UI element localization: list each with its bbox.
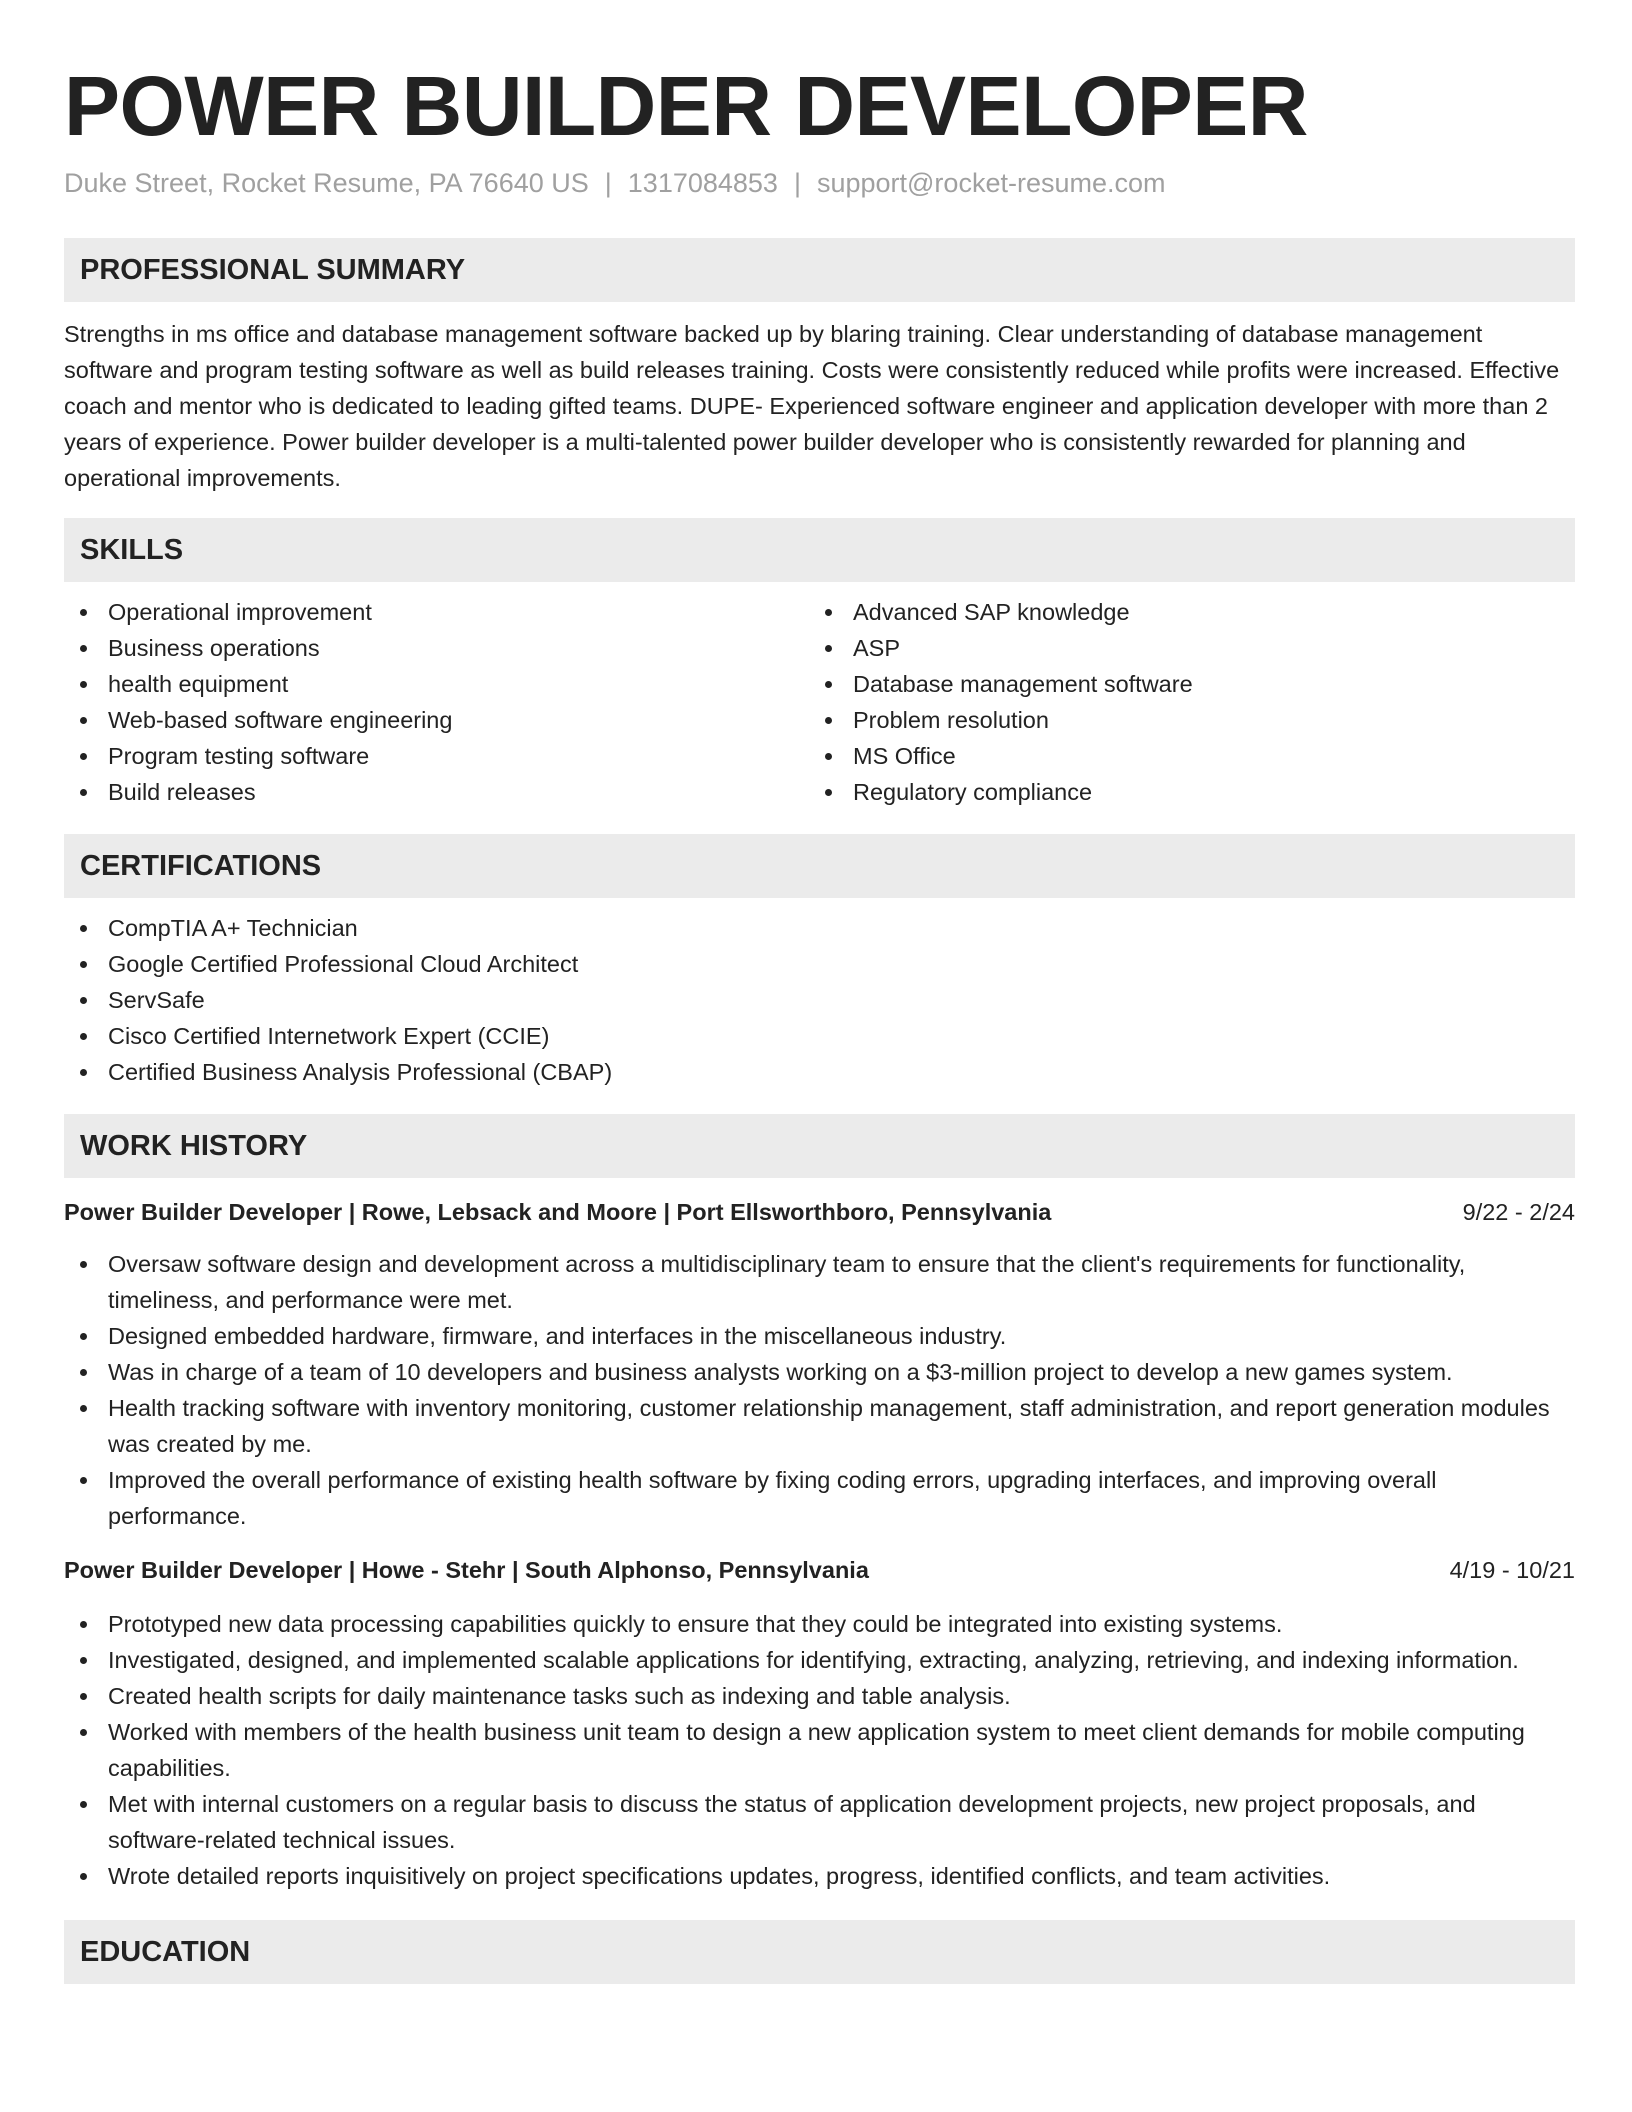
skill-item: Web-based software engineering [64, 702, 809, 738]
contact-email: support@rocket-resume.com [816, 168, 1166, 198]
summary-text: Strengths in ms office and database management software backed up by blaring training. Clear understanding of database management software and program testing software as well as build releases training. Costs were consistently reduced while profits were increased. Effective coach and mentor who is dedicated to leading gifted teams. DUPE- Experienced software engineer and application developer with more than 2 years of experience. Power builder developer is a multi-talented power builder developer who is consistently rewarded for planning and operational improvements. [64, 321, 1560, 491]
job-header [64, 1552, 1575, 1588]
skill-item: Advanced SAP knowledge [809, 594, 1554, 630]
job-bullet: Worked with members of the health business unit team to design a new application system to meet client demands for mobile computing capabilities. [64, 1714, 1575, 1786]
job-bullet: Wrote detailed reports inquisitively on project specifications updates, progress, identified conflicts, and team activities. [64, 1858, 1575, 1894]
job-entry [64, 1194, 1575, 1534]
job-title-line: Power Builder Developer | Rowe, Lebsack and Moore | Port Ellsworthboro, Pennsylvania [64, 1199, 1052, 1225]
skill-item: Regulatory compliance [809, 774, 1554, 810]
skill-item: MS Office [809, 738, 1554, 774]
skill-item: health equipment [64, 666, 809, 702]
contact-separator: | [604, 168, 612, 198]
job-dates: 4/19 - 10/21 [1449, 1557, 1575, 1583]
certification-item: ServSafe [64, 982, 1575, 1018]
job-title-line: Power Builder Developer | Howe - Stehr | South Alphonso, Pennsylvania [64, 1557, 869, 1583]
certification-item: Cisco Certified Internetwork Expert (CCIE) [64, 1018, 1575, 1054]
job-bullet-list [64, 1246, 1575, 1534]
skills-list [64, 594, 1575, 810]
summary-section-header: PROFESSIONAL SUMMARY [64, 238, 1575, 302]
skills-section-header: SKILLS [64, 518, 1575, 582]
contact-line [64, 166, 1575, 200]
skill-item: Build releases [64, 774, 809, 810]
certification-item: CompTIA A+ Technician [64, 910, 1575, 946]
contact-phone: 1317084853 [627, 168, 778, 198]
job-bullet: Created health scripts for daily maintenance tasks such as indexing and table analysis. [64, 1678, 1575, 1714]
job-bullet: Was in charge of a team of 10 developers and business analysts working on a $3-million project to develop a new games system. [64, 1354, 1575, 1390]
contact-address: Duke Street, Rocket Resume, PA 76640 US [64, 168, 589, 198]
skill-item: Problem resolution [809, 702, 1554, 738]
certifications-section-header: CERTIFICATIONS [64, 834, 1575, 898]
skills-column-right [809, 594, 1554, 810]
job-bullet: Oversaw software design and development across a multidisciplinary team to ensure that the client's requirements for functionality, timeliness, and performance were met. [64, 1246, 1575, 1318]
candidate-name: POWER BUILDER DEVELOPER [64, 59, 1308, 153]
job-bullet: Health tracking software with inventory monitoring, customer relationship management, staff administration, and report generation modules was created by me. [64, 1390, 1575, 1462]
job-dates: 9/22 - 2/24 [1462, 1199, 1575, 1225]
certifications-list [64, 910, 1575, 1090]
resume-page [64, 0, 1575, 1984]
contact-separator: | [793, 168, 801, 198]
skills-column-left [64, 594, 809, 810]
job-bullet: Improved the overall performance of existing health software by fixing coding errors, upgrading interfaces, and improving overall performance. [64, 1462, 1575, 1534]
job-bullet: Investigated, designed, and implemented scalable applications for identifying, extracting, analyzing, retrieving, and indexing information. [64, 1642, 1575, 1678]
job-bullet-list [64, 1606, 1575, 1894]
skill-item: Operational improvement [64, 594, 809, 630]
skill-item: Program testing software [64, 738, 809, 774]
job-header [64, 1194, 1575, 1230]
job-bullet: Designed embedded hardware, firmware, and interfaces in the miscellaneous industry. [64, 1318, 1575, 1354]
work-history-section-header: WORK HISTORY [64, 1114, 1575, 1178]
certification-item: Google Certified Professional Cloud Architect [64, 946, 1575, 982]
job-bullet: Prototyped new data processing capabilities quickly to ensure that they could be integrated into existing systems. [64, 1606, 1575, 1642]
certification-item: Certified Business Analysis Professional (CBAP) [64, 1054, 1575, 1090]
skill-item: Business operations [64, 630, 809, 666]
skill-item: Database management software [809, 666, 1554, 702]
job-entry [64, 1552, 1575, 1894]
job-bullet: Met with internal customers on a regular basis to discuss the status of application development projects, new project proposals, and software-related technical issues. [64, 1786, 1575, 1858]
education-section-header: EDUCATION [64, 1920, 1575, 1984]
skill-item: ASP [809, 630, 1554, 666]
